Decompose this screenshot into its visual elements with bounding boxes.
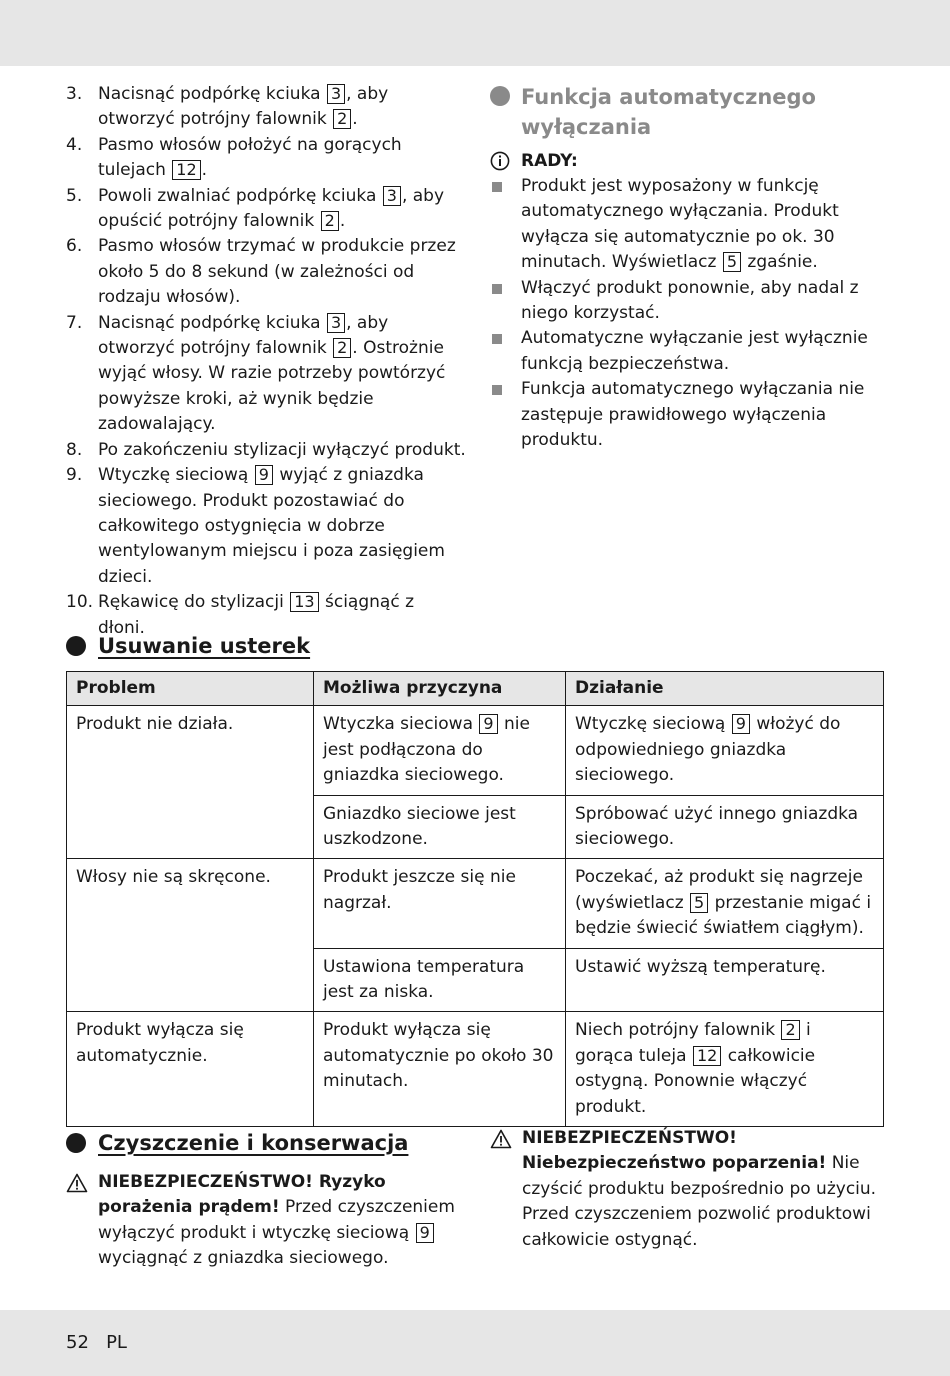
tips-label: RADY:	[490, 148, 890, 174]
list-item	[490, 326, 890, 377]
action-cell	[566, 1012, 884, 1127]
text-segment: Funkcja automatycznego wyłączania nie zastępuje prawidłowego wyłączenia produktu.	[521, 379, 865, 451]
table-row	[67, 706, 884, 795]
electric-shock-warning	[66, 1170, 466, 1272]
warning-title: NIEBEZPIECZEŃSTWO! Ryzyko porażenia prądem!	[98, 1172, 386, 1218]
table-row	[67, 1012, 884, 1127]
list-item	[490, 377, 890, 453]
action-cell	[566, 859, 884, 948]
step-number: 10.	[66, 592, 94, 613]
page-number: 52 PL	[66, 1332, 127, 1353]
text-segment: , aby opuścić potrójny falownik	[98, 185, 445, 232]
text-segment: Nacisnąć podpórkę kciuka	[98, 84, 326, 104]
warning-triangle-icon	[66, 1173, 88, 1193]
text-segment: Po zakończeniu stylizacji wyłączyć produkt.	[98, 439, 466, 460]
text-segment: .	[201, 160, 208, 181]
reference-number: 2	[333, 338, 351, 358]
header-bar	[0, 0, 950, 66]
reference-number: 9	[416, 1223, 434, 1243]
table-row	[67, 859, 884, 948]
troubleshooting-heading: Usuwanie usterek	[66, 632, 310, 660]
troubleshooting-table	[66, 671, 884, 1127]
list-item	[66, 234, 466, 310]
square-bullet-icon	[492, 284, 502, 294]
steps-list	[66, 82, 466, 641]
reference-number: 9	[732, 714, 750, 734]
text-segment: wyjąć z gniazdka sieciowego. Produkt pozostawiać do całkowitego ostygnięcia w dobrze wentylowanym miejscu i poza zasięgiem dzieci.	[98, 465, 445, 587]
text-segment: .	[352, 109, 358, 130]
text-segment: nie jest podłączona do gniazdka sieciowego.	[323, 714, 530, 786]
text-segment: ściągnąć z dłoni.	[98, 592, 414, 638]
text-segment: wyciągnąć z gniazdka sieciowego.	[98, 1248, 389, 1269]
reference-number: 3	[383, 186, 401, 206]
text-segment: zgaśnie.	[742, 252, 818, 273]
text-segment: Pasmo włosów trzymać w produkcie przez około 5 do 8 sekund (w zależności od rodzaju włosów).	[98, 236, 456, 308]
cause-cell	[314, 948, 566, 1012]
list-item	[66, 133, 466, 184]
step-number: 5.	[66, 185, 83, 206]
warning-text	[66, 1170, 466, 1272]
text-segment: całkowicie ostygną. Ponownie włączyć produkt.	[575, 1045, 816, 1117]
footer-bar	[0, 1310, 950, 1376]
step-number: 7.	[66, 312, 83, 333]
cause-cell	[314, 706, 566, 795]
reference-number: 12	[172, 160, 200, 180]
text-segment: Automatyczne wyłączanie jest wyłącznie funkcją bezpieczeństwa.	[521, 328, 868, 374]
cause-cell	[314, 795, 566, 859]
table-header-row	[67, 672, 884, 706]
steps-column	[66, 82, 466, 641]
text-segment: Przed czyszczeniem wyłączyć produkt i wtyczkę sieciową	[98, 1197, 455, 1243]
reference-number: 2	[781, 1020, 799, 1040]
list-item	[490, 276, 890, 327]
step-number: 3.	[66, 84, 83, 104]
square-bullet-icon	[492, 334, 502, 344]
text-segment: .	[339, 211, 346, 232]
step-number: 6.	[66, 236, 83, 257]
warning-title: NIEBEZPIECZEŃSTWO!	[522, 1128, 737, 1148]
column-header: Problem	[67, 672, 314, 706]
bullet-dot-icon	[66, 636, 86, 656]
list-item	[490, 174, 890, 276]
burn-warning	[490, 1126, 890, 1253]
cleaning-heading: Czyszczenie i konserwacja	[66, 1129, 408, 1157]
text-segment: Produkt nie działa.	[76, 714, 234, 735]
action-cell	[566, 795, 884, 859]
step-number: 8.	[66, 439, 83, 460]
text-segment: , aby otworzyć potrójny falownik	[98, 84, 389, 130]
text-segment: Spróbować użyć innego gniazdka sieciowego.	[575, 803, 859, 850]
square-bullet-icon	[492, 182, 502, 192]
reference-number: 13	[290, 592, 318, 612]
problem-cell	[67, 706, 314, 859]
text-segment: Nacisnąć podpórkę kciuka	[98, 312, 326, 333]
text-segment: Powoli zwalniać podpórkę kciuka	[98, 185, 382, 206]
tips-list	[490, 174, 890, 453]
reference-number: 9	[255, 465, 273, 485]
problem-cell	[67, 859, 314, 1012]
text-segment: Produkt wyłącza się automatycznie.	[76, 1020, 244, 1066]
reference-number: 3	[327, 313, 345, 333]
text-segment: Niech potrójny falownik	[575, 1020, 781, 1041]
reference-number: 9	[479, 714, 497, 734]
list-item	[66, 82, 466, 133]
reference-number: 3	[327, 84, 345, 104]
reference-number: 5	[690, 893, 708, 913]
list-item	[66, 311, 466, 438]
square-bullet-icon	[492, 385, 502, 395]
action-cell	[566, 948, 884, 1012]
list-item	[66, 463, 466, 590]
text-segment: Włączyć produkt ponownie, aby nadal z niego korzystać.	[521, 277, 859, 324]
warning-emphasis: Niebezpieczeństwo poparzenia!	[522, 1153, 827, 1174]
text-segment: Wtyczka sieciowa	[323, 714, 479, 735]
auto-off-section	[490, 82, 890, 453]
warning-text	[490, 1126, 890, 1253]
text-segment: . Ostrożnie wyjąć włosy. W razie potrzeby powtórzyć powyższe kroki, aż wynik będzie zadowalający.	[98, 338, 446, 435]
step-number: 9.	[66, 465, 83, 486]
text-segment: Pasmo włosów położyć na gorących tulejach	[98, 134, 402, 181]
problem-cell	[67, 1012, 314, 1127]
column-header: Działanie	[566, 672, 884, 706]
bullet-dot-icon	[490, 86, 510, 106]
text-segment: Wtyczkę sieciową	[98, 465, 254, 486]
reference-number: 12	[693, 1046, 721, 1066]
text-segment: Produkt jeszcze się nie nagrzał.	[323, 867, 516, 913]
cause-cell	[314, 1012, 566, 1127]
step-number: 4.	[66, 134, 83, 155]
text-segment: Włosy nie są skręcone.	[76, 867, 271, 888]
text-segment: Ustawiona temperatura jest za niska.	[323, 956, 525, 1003]
reference-number: 2	[321, 211, 339, 231]
reference-number: 2	[333, 109, 351, 129]
warning-body: Nie czyścić produktu bezpośrednio po użyciu. Przed czyszczeniem pozwolić produktowi całkowicie ostygnąć.	[522, 1153, 877, 1250]
text-segment: Ustawić wyższą temperaturę.	[575, 956, 826, 977]
text-segment: i gorąca tuleja	[575, 1020, 811, 1066]
auto-off-heading: Funkcja automatycznego wyłączania	[490, 82, 890, 142]
text-segment: Wtyczkę sieciową	[575, 714, 731, 735]
column-header: Możliwa przyczyna	[314, 672, 566, 706]
text-segment: przestanie migać i będzie świecić światłem ciągłym).	[575, 892, 872, 939]
bullet-dot-icon	[66, 1133, 86, 1153]
text-segment: Rękawicę do stylizacji	[98, 592, 290, 613]
text-segment: Gniazdko sieciowe jest uszkodzone.	[323, 803, 516, 850]
warning-triangle-icon	[490, 1129, 512, 1149]
list-item	[66, 438, 466, 463]
reference-number: 5	[723, 252, 741, 272]
list-item	[66, 184, 466, 235]
info-icon	[490, 151, 510, 171]
text-segment: Produkt jest wyposażony w funkcję automatycznego wyłączania. Produkt wyłącza się automatycznie po ok. 30 minutach. Wyświetlacz	[521, 176, 839, 273]
action-cell	[566, 706, 884, 795]
text-segment: włożyć do odpowiedniego gniazdka sieciowego.	[575, 714, 841, 786]
text-segment: , aby otworzyć potrójny falownik	[98, 312, 389, 359]
cause-cell	[314, 859, 566, 948]
text-segment: Poczekać, aż produkt się nagrzeje (wyświetlacz	[575, 867, 863, 913]
text-segment: Produkt wyłącza się automatycznie po około 30 minutach.	[323, 1020, 554, 1092]
